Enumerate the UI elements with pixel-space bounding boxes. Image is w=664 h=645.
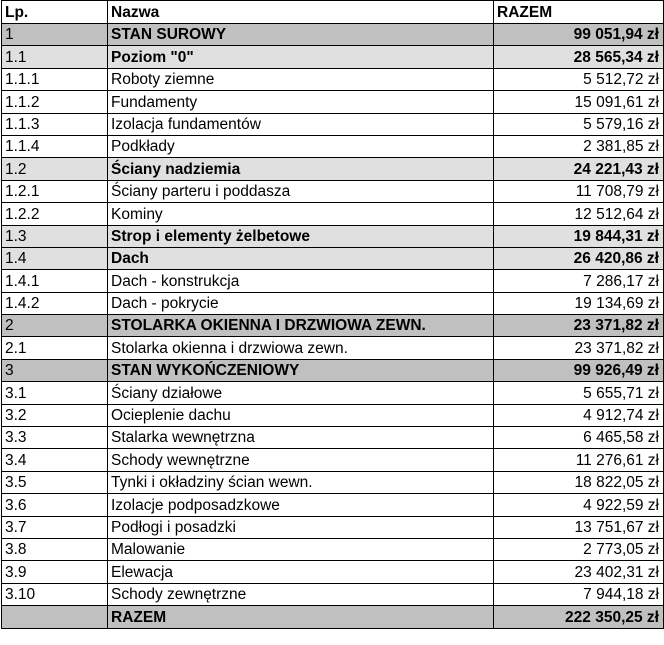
row-lp: 1.2.1 — [2, 180, 108, 202]
row-amount: 5 512,72 zł — [494, 68, 664, 90]
header-amount: RAZEM — [494, 1, 664, 24]
total-lp-cell — [2, 606, 108, 628]
row-amount: 24 221,43 zł — [494, 158, 664, 180]
row-amount: 2 773,05 zł — [494, 538, 664, 560]
table-row — [2, 225, 664, 247]
row-lp: 3 — [2, 359, 108, 381]
table-row — [2, 561, 664, 583]
table-row — [2, 494, 664, 516]
row-name: Ściany nadziemia — [108, 158, 494, 180]
row-lp: 1.1.4 — [2, 135, 108, 157]
row-lp: 1.1.2 — [2, 91, 108, 113]
row-lp: 3.3 — [2, 427, 108, 449]
row-amount: 6 465,58 zł — [494, 427, 664, 449]
row-lp: 1.3 — [2, 225, 108, 247]
row-amount: 4 922,59 zł — [494, 494, 664, 516]
row-lp: 1.4.2 — [2, 292, 108, 314]
table-row — [2, 91, 664, 113]
table-row — [2, 24, 664, 46]
row-name: Roboty ziemne — [108, 68, 494, 90]
row-lp: 1.4 — [2, 247, 108, 269]
row-amount: 11 276,61 zł — [494, 449, 664, 471]
row-lp: 3.1 — [2, 382, 108, 404]
row-lp: 1.1 — [2, 46, 108, 68]
row-lp: 1.2.2 — [2, 203, 108, 225]
table-row — [2, 404, 664, 426]
row-name: Dach - pokrycie — [108, 292, 494, 314]
row-lp: 1.1.1 — [2, 68, 108, 90]
row-amount: 4 912,74 zł — [494, 404, 664, 426]
table-row — [2, 516, 664, 538]
row-amount: 19 134,69 zł — [494, 292, 664, 314]
table-row — [2, 359, 664, 381]
row-amount: 23 402,31 zł — [494, 561, 664, 583]
row-amount: 19 844,31 zł — [494, 225, 664, 247]
row-name: Dach - konstrukcja — [108, 270, 494, 292]
row-name: Malowanie — [108, 538, 494, 560]
row-name: Izolacja fundamentów — [108, 113, 494, 135]
row-lp: 3.5 — [2, 471, 108, 493]
table-row — [2, 180, 664, 202]
header-lp: Lp. — [2, 1, 108, 24]
row-name: STOLARKA OKIENNA I DRZWIOWA ZEWN. — [108, 315, 494, 337]
table-row — [2, 158, 664, 180]
table-row — [2, 135, 664, 157]
row-amount: 11 708,79 zł — [494, 180, 664, 202]
row-amount: 5 579,16 zł — [494, 113, 664, 135]
row-name: Ściany działowe — [108, 382, 494, 404]
row-lp: 3.2 — [2, 404, 108, 426]
total-row — [2, 606, 664, 628]
row-amount: 12 512,64 zł — [494, 203, 664, 225]
table-row — [2, 203, 664, 225]
table-body — [2, 24, 664, 606]
row-lp: 2 — [2, 315, 108, 337]
table-row — [2, 337, 664, 359]
row-amount: 15 091,61 zł — [494, 91, 664, 113]
row-amount: 23 371,82 zł — [494, 337, 664, 359]
row-amount: 2 381,85 zł — [494, 135, 664, 157]
table-row — [2, 292, 664, 314]
row-name: Poziom "0" — [108, 46, 494, 68]
row-lp: 1.2 — [2, 158, 108, 180]
row-name: Stolarka okienna i drzwiowa zewn. — [108, 337, 494, 359]
row-amount: 26 420,86 zł — [494, 247, 664, 269]
table-row — [2, 583, 664, 605]
row-amount: 13 751,67 zł — [494, 516, 664, 538]
row-name: Dach — [108, 247, 494, 269]
row-amount: 7 286,17 zł — [494, 270, 664, 292]
table-row — [2, 538, 664, 560]
row-name: Ocieplenie dachu — [108, 404, 494, 426]
row-amount: 28 565,34 zł — [494, 46, 664, 68]
table-row — [2, 46, 664, 68]
table-row — [2, 382, 664, 404]
row-amount: 5 655,71 zł — [494, 382, 664, 404]
row-name: Tynki i okładziny ścian wewn. — [108, 471, 494, 493]
row-amount: 7 944,18 zł — [494, 583, 664, 605]
row-lp: 1.4.1 — [2, 270, 108, 292]
row-amount: 23 371,82 zł — [494, 315, 664, 337]
row-name: Kominy — [108, 203, 494, 225]
row-name: Elewacja — [108, 561, 494, 583]
table-row — [2, 449, 664, 471]
row-lp: 1.1.3 — [2, 113, 108, 135]
table-row — [2, 247, 664, 269]
row-amount: 99 926,49 zł — [494, 359, 664, 381]
row-lp: 3.7 — [2, 516, 108, 538]
row-name: Ściany parteru i poddasza — [108, 180, 494, 202]
table-row — [2, 315, 664, 337]
row-lp: 2.1 — [2, 337, 108, 359]
total-amount: 222 350,25 zł — [494, 606, 664, 628]
row-lp: 3.10 — [2, 583, 108, 605]
table-row — [2, 270, 664, 292]
row-name: STAN WYKOŃCZENIOWY — [108, 359, 494, 381]
row-name: Schody wewnętrzne — [108, 449, 494, 471]
row-name: Schody zewnętrzne — [108, 583, 494, 605]
row-lp: 3.6 — [2, 494, 108, 516]
table-header-row — [2, 1, 664, 24]
total-label: RAZEM — [108, 606, 494, 628]
table-row — [2, 471, 664, 493]
table-row — [2, 113, 664, 135]
header-name: Nazwa — [108, 1, 494, 24]
row-name: Podłogi i posadzki — [108, 516, 494, 538]
row-lp: 3.9 — [2, 561, 108, 583]
cost-estimate-table — [1, 0, 664, 629]
row-amount: 18 822,05 zł — [494, 471, 664, 493]
row-amount: 99 051,94 zł — [494, 24, 664, 46]
row-name: STAN SUROWY — [108, 24, 494, 46]
row-name: Izolacje podposadzkowe — [108, 494, 494, 516]
row-name: Stalarka wewnętrzna — [108, 427, 494, 449]
row-lp: 3.4 — [2, 449, 108, 471]
row-name: Fundamenty — [108, 91, 494, 113]
row-name: Podkłady — [108, 135, 494, 157]
row-lp: 1 — [2, 24, 108, 46]
row-name: Strop i elementy żelbetowe — [108, 225, 494, 247]
table-row — [2, 68, 664, 90]
table-row — [2, 427, 664, 449]
row-lp: 3.8 — [2, 538, 108, 560]
